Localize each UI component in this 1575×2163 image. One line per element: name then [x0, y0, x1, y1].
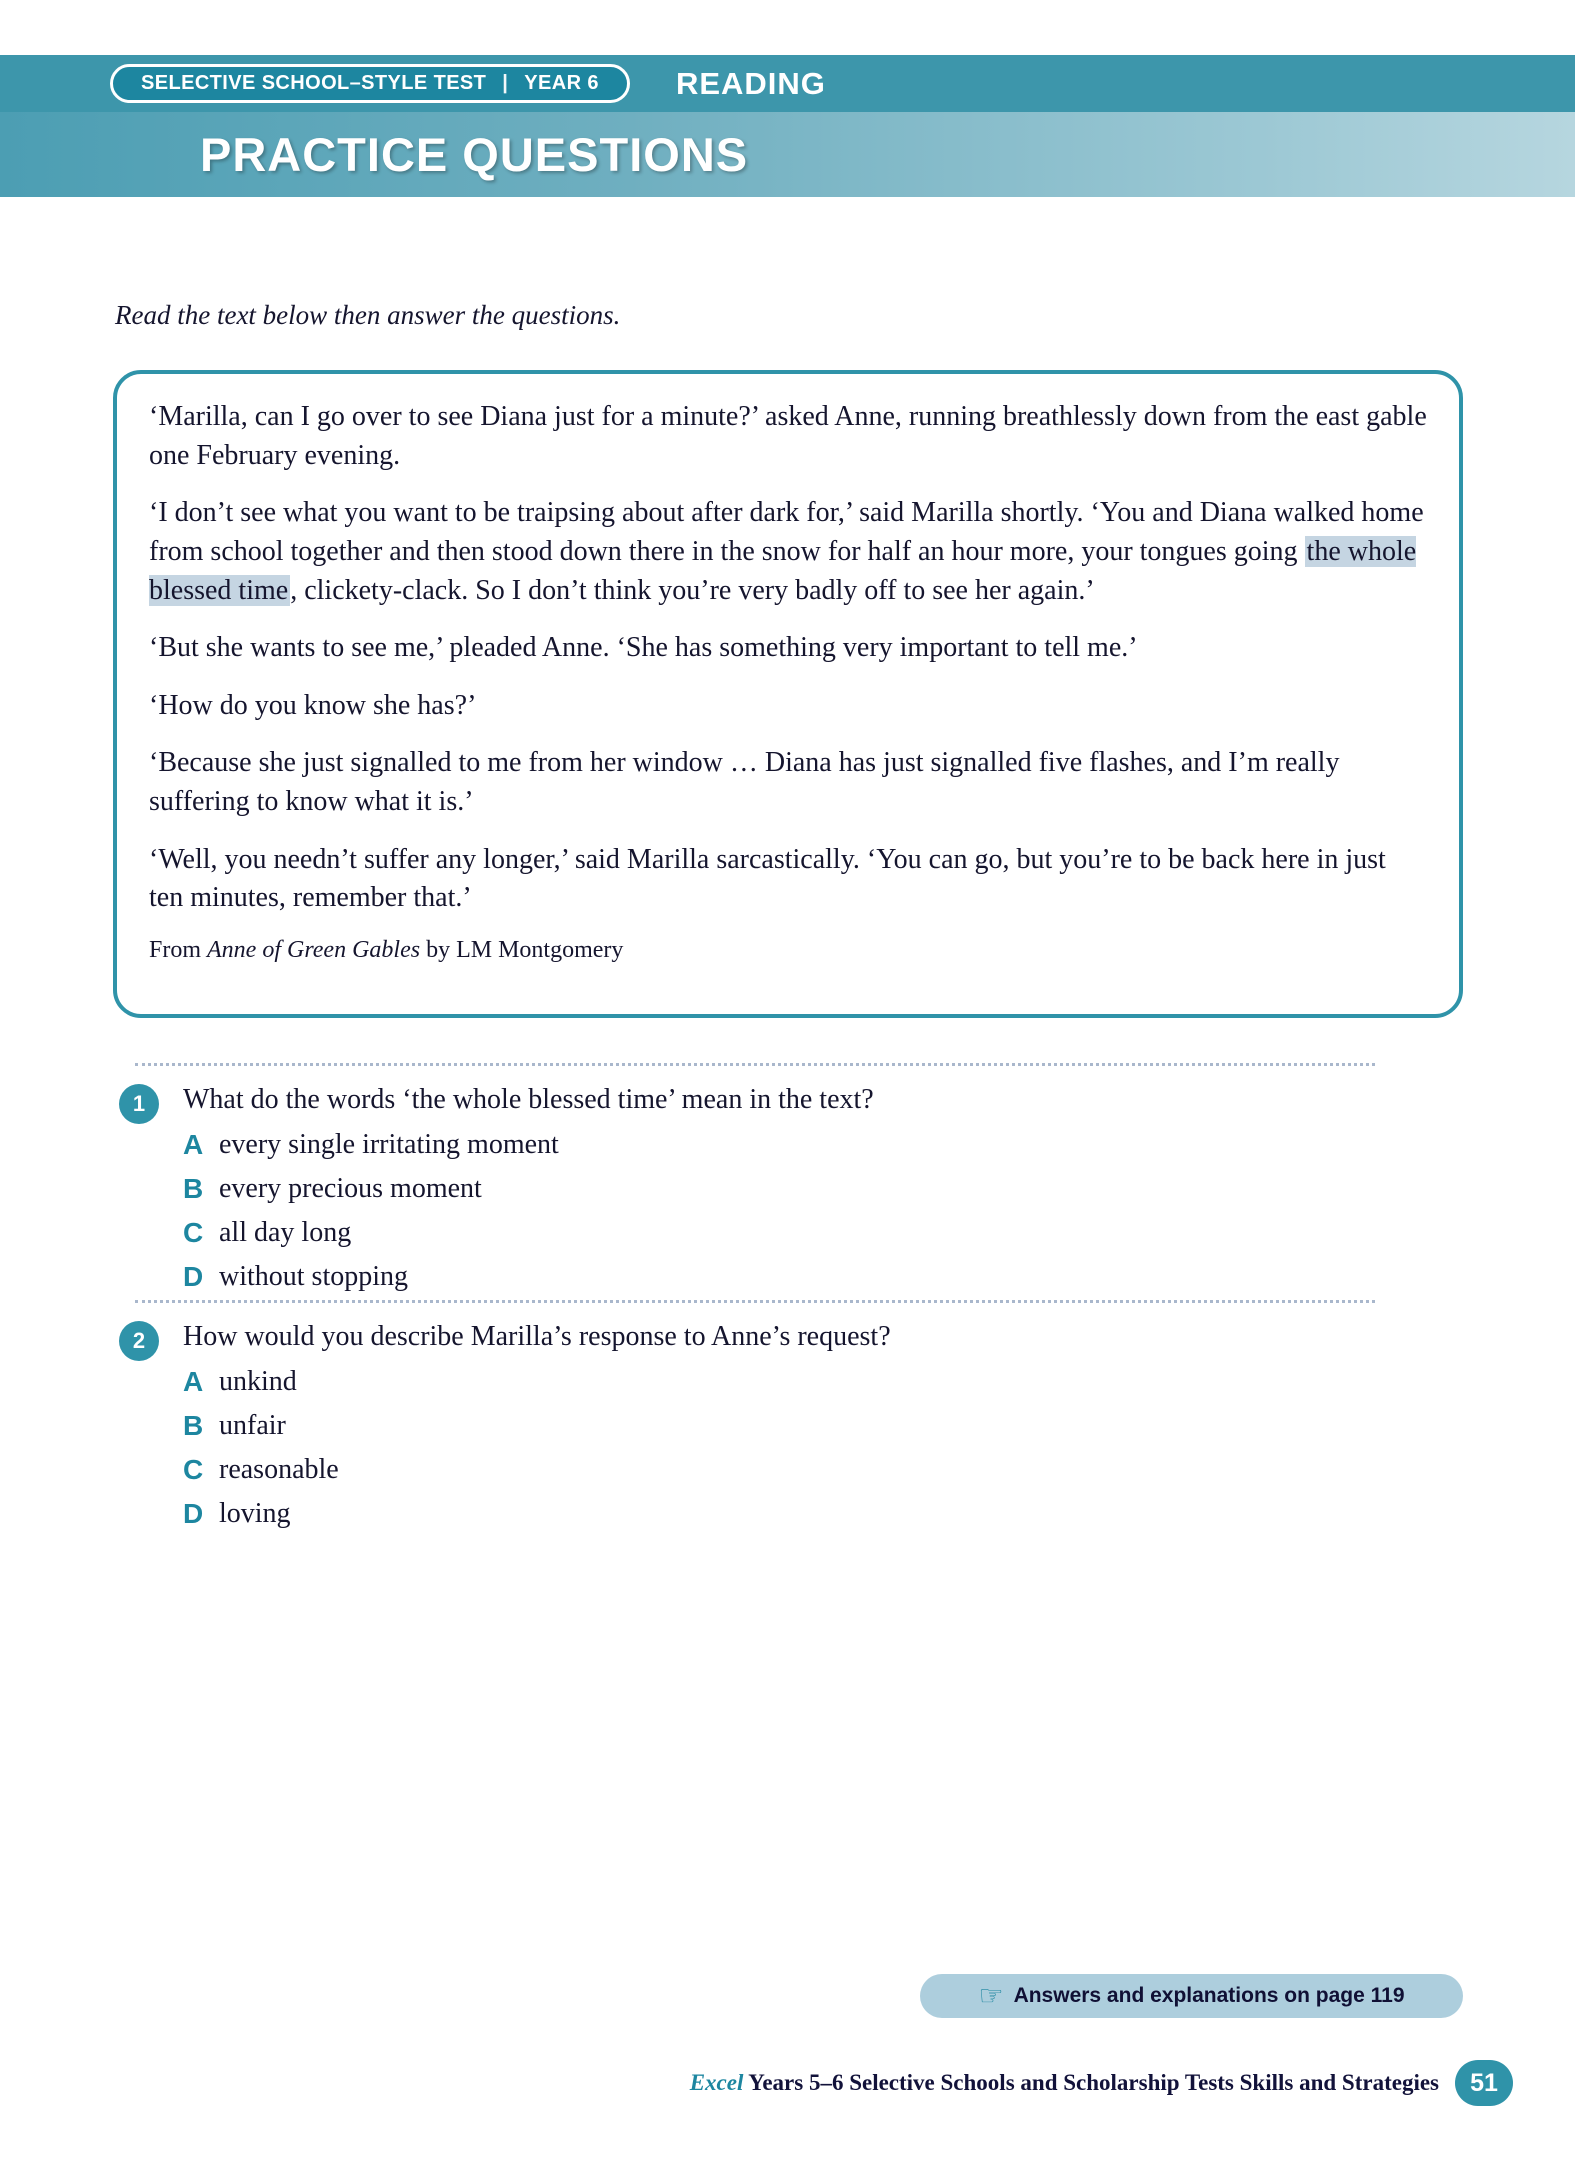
option-row	[183, 1215, 874, 1250]
page-title: PRACTICE QUESTIONS	[200, 128, 749, 181]
option-row	[183, 1127, 874, 1162]
option-row	[183, 1171, 874, 1206]
footer-brand: Excel	[689, 2070, 744, 2095]
instruction-text: Read the text below then answer the questions.	[115, 300, 621, 330]
passage-box	[113, 370, 1463, 1018]
question-text: How would you describe Marilla’s response to Anne’s request?	[183, 1321, 891, 1352]
option-row	[183, 1452, 891, 1487]
page-number-badge: 51	[1455, 2060, 1513, 2106]
dotted-separator	[135, 1300, 1375, 1303]
passage-paragraph: ‘Marilla, can I go over to see Diana just for a minute?’ asked Anne, running breathlessly down from the east gable one February evening.	[149, 401, 1427, 471]
dotted-separator	[135, 1063, 1375, 1066]
option-letter: A	[183, 1366, 204, 1398]
passage-paragraph: ‘Well, you needn’t suffer any longer,’ said Marilla sarcastically. ‘You can go, but you’re to be back here in just ten minutes, remember that.’	[149, 843, 1386, 914]
option-text: unkind	[219, 1366, 297, 1398]
option-letter: C	[183, 1217, 204, 1249]
answers-note-text: Answers and explanations on page 119	[1013, 1984, 1405, 2007]
question-block-1	[113, 1063, 1465, 1294]
passage-paragraph: ‘Because she just signalled to me from her window … Diana has just signalled five flashes, and I’m really suffering to know what it is.’	[149, 747, 1340, 817]
option-letter: D	[183, 1261, 204, 1293]
footer	[690, 2060, 1513, 2106]
footer-text	[690, 2070, 1439, 2096]
pointing-hand-icon: ☞	[978, 1980, 1004, 2011]
option-letter: B	[183, 1410, 204, 1442]
answers-note	[920, 1974, 1463, 2018]
question-block-2	[113, 1300, 1465, 1531]
question-number-badge: 1	[119, 1084, 159, 1124]
question-number-badge: 2	[119, 1321, 159, 1361]
option-letter: A	[183, 1129, 204, 1161]
badge-divider: |	[502, 72, 509, 94]
option-text: every single irritating moment	[219, 1129, 559, 1161]
option-row	[183, 1364, 891, 1399]
badge-label: SELECTIVE SCHOOL–STYLE TEST	[141, 72, 487, 94]
passage-segment: ‘I don’t see what you want to be traipsing about after dark for,’ said Marilla shortly. ‘You and Diana walked home from school together and then stood down there in the snow for half an hour more, your tongues going	[149, 497, 1424, 567]
option-text: all day long	[219, 1217, 352, 1249]
option-text: without stopping	[219, 1261, 409, 1293]
option-letter: D	[183, 1498, 204, 1530]
passage-segment: , clickety-clack. So I don’t think you’re very badly off to see her again.’	[290, 574, 1095, 606]
passage-paragraph: ‘But she wants to see me,’ pleaded Anne. ‘She has something very important to tell me.’	[149, 632, 1138, 664]
passage-paragraph: ‘How do you know she has?’	[149, 689, 477, 721]
option-text: loving	[219, 1498, 291, 1530]
footer-series-title: Years 5–6 Selective Schools and Scholarship Tests Skills and Strategies	[743, 2070, 1439, 2095]
source-book-title: Anne of Green Gables	[207, 936, 421, 963]
option-letter: B	[183, 1173, 204, 1205]
badge-year: YEAR 6	[524, 72, 599, 94]
source-prefix: From	[149, 936, 208, 963]
passage-paragraph	[149, 494, 1427, 610]
question-text: What do the words ‘the whole blessed time’ mean in the text?	[183, 1084, 874, 1115]
option-row	[183, 1408, 891, 1443]
section-label: READING	[675, 65, 826, 101]
option-row	[183, 1259, 874, 1294]
option-row	[183, 1496, 891, 1531]
option-text: reasonable	[219, 1454, 339, 1486]
passage-source	[149, 937, 1427, 964]
option-text: every precious moment	[219, 1173, 482, 1205]
option-text: unfair	[219, 1410, 286, 1442]
title-band	[0, 112, 1575, 197]
test-type-badge	[110, 64, 630, 103]
source-suffix: by LM Montgomery	[420, 936, 624, 963]
option-letter: C	[183, 1454, 204, 1486]
highlighted-phrase: the whole blessed time	[149, 535, 1417, 606]
header-band	[0, 55, 1575, 112]
